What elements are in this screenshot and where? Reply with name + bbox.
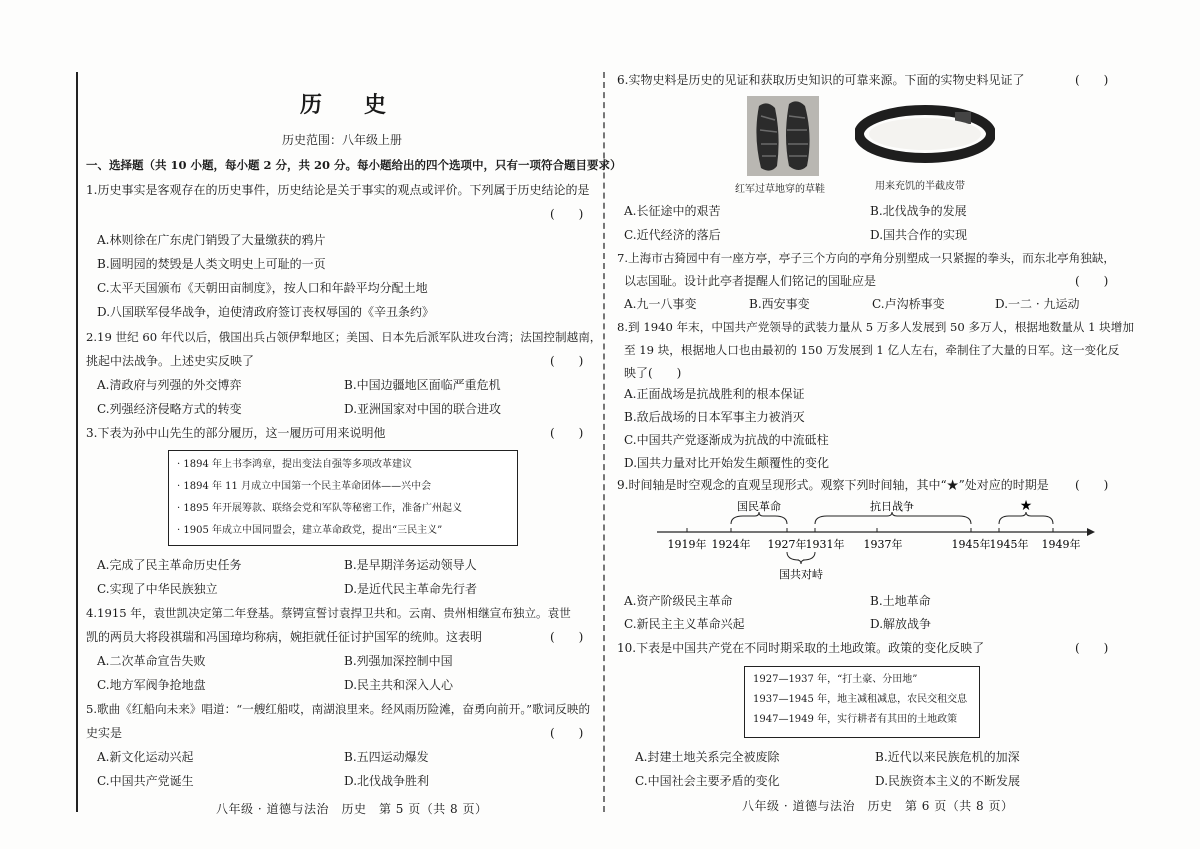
- q8-option-c[interactable]: C.中国共产党逐渐成为抗战的中流砥柱: [624, 433, 829, 447]
- q1-option-a[interactable]: A.林则徐在广东虎门销毁了大量缴获的鸦片: [97, 233, 326, 247]
- q9-option-c[interactable]: C.新民主主义革命兴起: [624, 617, 745, 631]
- q4-stem-line1: 4.1915 年，袁世凯决定第二年登基。蔡锷宣誓讨袁捍卫共和。云南、贵州相继宣布独立。袁世: [86, 606, 571, 620]
- right-page-footer: 八年级 · 道德与法治 历史 第 6 页（共 8 页）: [742, 799, 1014, 813]
- section-header: 一、选择题（共 10 小题，每小题 2 分，共 20 分。每小题给出的四个选项中，只有一项符合题目要求）: [86, 158, 622, 172]
- q7-stem-line1: 7.上海市古猗园中有一座方亭，亭子三个方向的亭角分别塑成一只紧握的拳头，而东北亭角独缺，: [617, 251, 1116, 265]
- timeline-year: 1945年: [951, 538, 991, 551]
- q10-option-b[interactable]: B.近代以来民族危机的加深: [875, 750, 1020, 764]
- q5-answer-paren[interactable]: ( ): [550, 726, 584, 740]
- q5-option-d[interactable]: D.北伐战争胜利: [344, 774, 430, 788]
- q10-stem: 10.下表是中国共产党在不同时期采取的土地政策。政策的变化反映了: [617, 641, 985, 655]
- timeline-year: 1949年: [1041, 538, 1081, 551]
- q8-option-a[interactable]: A.正面战场是抗战胜利的根本保证: [624, 387, 805, 401]
- timeline-year: 1937年: [863, 538, 903, 551]
- q3-option-c[interactable]: C.实现了中华民族独立: [97, 582, 218, 596]
- q2-option-c[interactable]: C.列强经济侵略方式的转变: [97, 402, 242, 416]
- q3-stem: 3.下表为孙中山先生的部分履历，这一履历可用来说明他: [86, 426, 386, 440]
- timeline-year: 1945年: [989, 538, 1029, 551]
- q3-option-b[interactable]: B.是早期洋务运动领导人: [344, 558, 477, 572]
- q1-option-c[interactable]: C.太平天国颁布《天朝田亩制度》，按人口和年龄平均分配土地: [97, 281, 428, 295]
- left-margin-rule: [76, 72, 78, 812]
- page-title: 历 史: [300, 92, 397, 118]
- q3-table-row: · 1894 年 11 月成立中国第一个民主革命团体——兴中会: [177, 481, 432, 492]
- q10-option-a[interactable]: A.封建土地关系完全被废除: [635, 750, 780, 764]
- timeline-year: 1927年: [767, 538, 807, 551]
- q10-table-row: 1947—1949 年，实行耕者有其田的土地政策: [753, 714, 958, 725]
- scope-line: 历史范围：八年级上册: [282, 133, 403, 147]
- q4-answer-paren[interactable]: ( ): [550, 630, 584, 644]
- timeline-year: 1924年: [711, 538, 751, 551]
- q10-table-row: 1937—1945 年，地主减租减息，农民交租交息: [753, 694, 968, 705]
- timeline-year: 1931年: [805, 538, 845, 551]
- q8-option-b[interactable]: B.敌后战场的日本军事主力被消灭: [624, 410, 805, 424]
- q2-stem-line2: 挑起中法战争。上述史实反映了: [86, 354, 255, 368]
- left-page-footer: 八年级 · 道德与法治 历史 第 5 页（共 8 页）: [216, 802, 488, 816]
- q8-stem-line3: 映了( ): [624, 366, 682, 380]
- q6-caption-left: 红军过草地穿的草鞋: [735, 184, 825, 195]
- q4-option-a[interactable]: A.二次革命宣告失败: [97, 654, 206, 668]
- q6-option-d[interactable]: D.国共合作的实现: [870, 228, 968, 242]
- q2-option-a[interactable]: A.清政府与列强的外交博弈: [97, 378, 242, 392]
- q7-option-b[interactable]: B.西安事变: [749, 297, 810, 311]
- q10-option-c[interactable]: C.中国社会主要矛盾的变化: [635, 774, 780, 788]
- timeline-year: 1919年: [667, 538, 707, 551]
- q8-stem-line2: 至 19 块，根据地人口也由最初的 150 万发展到 1 亿人左右，牵制住了大量的日军。这一变化反: [624, 343, 1120, 357]
- q4-option-d[interactable]: D.民主共和深入人心: [344, 678, 454, 692]
- timeline-star: ★: [1019, 498, 1033, 514]
- q3-resume-table: [168, 450, 518, 546]
- timeline-label-kangri: 抗日战争: [870, 500, 914, 513]
- q9-stem: 9.时间轴是时空观念的直观呈现形式。观察下列时间轴，其中“★”处对应的时期是: [617, 478, 1049, 492]
- q1-option-d[interactable]: D.八国联军侵华战争，迫使清政府签订丧权辱国的《辛丑条约》: [97, 305, 435, 319]
- q6-option-a[interactable]: A.长征途中的艰苦: [624, 204, 721, 218]
- q3-table-row: · 1895 年开展筹款、联络会党和军队等秘密工作，准备广州起义: [177, 503, 462, 514]
- belt-photo: [855, 104, 995, 164]
- q6-caption-right: 用来充饥的半截皮带: [875, 181, 965, 192]
- q7-stem-line2: 以志国耻。设计此亭者提醒人们铭记的国耻应是: [624, 274, 877, 288]
- q3-option-d[interactable]: D.是近代民主革命先行者: [344, 582, 478, 596]
- straw-sandals-photo: [747, 96, 819, 176]
- q6-stem: 6.实物史料是历史的见证和获取历史知识的可靠来源。下面的实物史料见证了: [617, 73, 1025, 87]
- q10-policy-table: [744, 666, 980, 738]
- q9-answer-paren[interactable]: ( ): [1075, 478, 1109, 492]
- q3-table-row: · 1905 年成立中国同盟会，建立革命政党，提出“三民主义”: [177, 525, 443, 536]
- q3-table-row: · 1894 年上书李鸿章，提出变法自强等多项改革建议: [177, 459, 412, 470]
- q10-answer-paren[interactable]: ( ): [1075, 641, 1109, 655]
- q2-stem-line1: 2.19 世纪 60 年代以后，俄国出兵占领伊犁地区；美国、日本先后派军队进攻台湾；法国控制越南，: [86, 330, 602, 344]
- q6-answer-paren[interactable]: ( ): [1075, 73, 1109, 87]
- q3-answer-paren[interactable]: ( ): [550, 426, 584, 440]
- q3-option-a[interactable]: A.完成了民主革命历史任务: [97, 558, 242, 572]
- q2-option-b[interactable]: B.中国边疆地区面临严重危机: [344, 378, 501, 392]
- q8-stem-line1: 8.到 1940 年末，中国共产党领导的武装力量从 5 万多人发展到 50 多万人，根据地数量从 1 块增加: [617, 320, 1134, 334]
- page-divider: [603, 72, 605, 812]
- q9-option-a[interactable]: A.资产阶级民主革命: [624, 594, 733, 608]
- q7-option-a[interactable]: A.九一八事变: [624, 297, 697, 311]
- q1-option-b[interactable]: B.圆明园的焚毁是人类文明史上可耻的一页: [97, 257, 326, 271]
- q5-option-a[interactable]: A.新文化运动兴起: [97, 750, 194, 764]
- q9-timeline: [647, 494, 1097, 586]
- q10-table-row: 1927—1937 年，“打土豪、分田地”: [753, 674, 918, 685]
- q6-option-b[interactable]: B.北伐战争的发展: [870, 204, 967, 218]
- q9-option-b[interactable]: B.土地革命: [870, 594, 931, 608]
- q5-option-b[interactable]: B.五四运动爆发: [344, 750, 429, 764]
- q8-option-d[interactable]: D.国共力量对比开始发生颠覆性的变化: [624, 456, 830, 470]
- q4-option-b[interactable]: B.列强加深控制中国: [344, 654, 453, 668]
- q7-option-d[interactable]: D.一二 · 九运动: [995, 297, 1080, 311]
- q10-option-d[interactable]: D.民族资本主义的不断发展: [875, 774, 1021, 788]
- q5-stem-line2: 史实是: [86, 726, 123, 740]
- q6-option-c[interactable]: C.近代经济的落后: [624, 228, 721, 242]
- q9-option-d[interactable]: D.解放战争: [870, 617, 932, 631]
- timeline-label-guomin: 国民革命: [737, 500, 781, 513]
- q7-answer-paren[interactable]: ( ): [1075, 274, 1109, 288]
- q2-answer-paren[interactable]: ( ): [550, 354, 584, 368]
- q5-option-c[interactable]: C.中国共产党诞生: [97, 774, 194, 788]
- q2-option-d[interactable]: D.亚洲国家对中国的联合进攻: [344, 402, 502, 416]
- q1-answer-paren[interactable]: ( ): [550, 207, 584, 221]
- q4-stem-line2: 凯的两员大将段祺瑞和冯国璋均称病，婉拒就任征讨护国军的统帅。这表明: [86, 630, 483, 644]
- q4-option-c[interactable]: C.地方军阀争抢地盘: [97, 678, 206, 692]
- q5-stem-line1: 5.歌曲《红船向未来》唱道：“一艘红船哎，南湖浪里来。经风雨历险滩，奋勇向前开。”歌词反映的: [86, 702, 591, 716]
- q1-stem: 1.历史事实是客观存在的历史事件，历史结论是关于事实的观点或评价。下列属于历史结论的是: [86, 183, 590, 197]
- timeline-label-duizhi: 国共对峙: [779, 568, 823, 581]
- q7-option-c[interactable]: C.卢沟桥事变: [872, 297, 945, 311]
